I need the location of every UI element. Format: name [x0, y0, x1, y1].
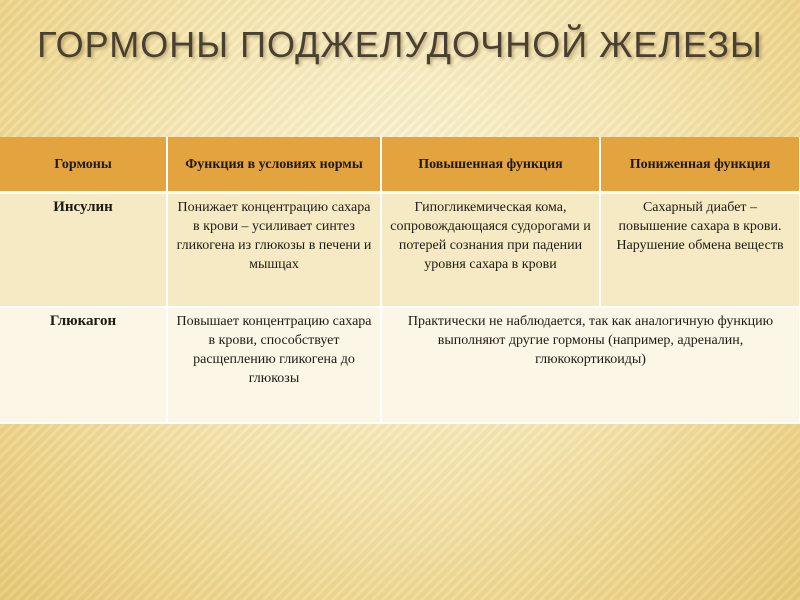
table-row-insulin	[0, 193, 800, 308]
hormones-table	[0, 137, 800, 424]
header-hormones: Гормоны	[0, 137, 167, 193]
header-decreased-function: Пониженная функция	[600, 137, 800, 193]
slide-title: ГОРМОНЫ ПОДЖЕЛУДОЧНОЙ ЖЕЛЕЗЫ	[37, 24, 763, 65]
cell-hormone-glucagon: Глюкагон	[0, 307, 167, 423]
table-row-glucagon	[0, 307, 800, 423]
table-header-row	[0, 137, 800, 193]
cell-glucagon-combined: Практически не наблюдается, так как аналогичную функцию выполняют другие гормоны (например, адреналин, глюкокортикоиды)	[381, 307, 800, 423]
cell-glucagon-normal: Повышает концентрацию сахара в крови, способствует расщеплению гликогена до глюкозы	[167, 307, 381, 423]
cell-insulin-normal: Понижает концентрацию сахара в крови – усиливает синтез гликогена из глюкозы в печени и мышцах	[167, 193, 381, 308]
cell-hormone-insulin: Инсулин	[0, 193, 167, 308]
header-normal-function: Функция в условиях нормы	[167, 137, 381, 193]
cell-insulin-decreased: Сахарный диабет – повышение сахара в крови. Нарушение обмена веществ	[600, 193, 800, 308]
header-increased-function: Повышенная функция	[381, 137, 600, 193]
cell-insulin-increased: Гипогликемическая кома, сопровождающаяся судорогами и потерей сознания при падении уровня сахара в крови	[381, 193, 600, 308]
